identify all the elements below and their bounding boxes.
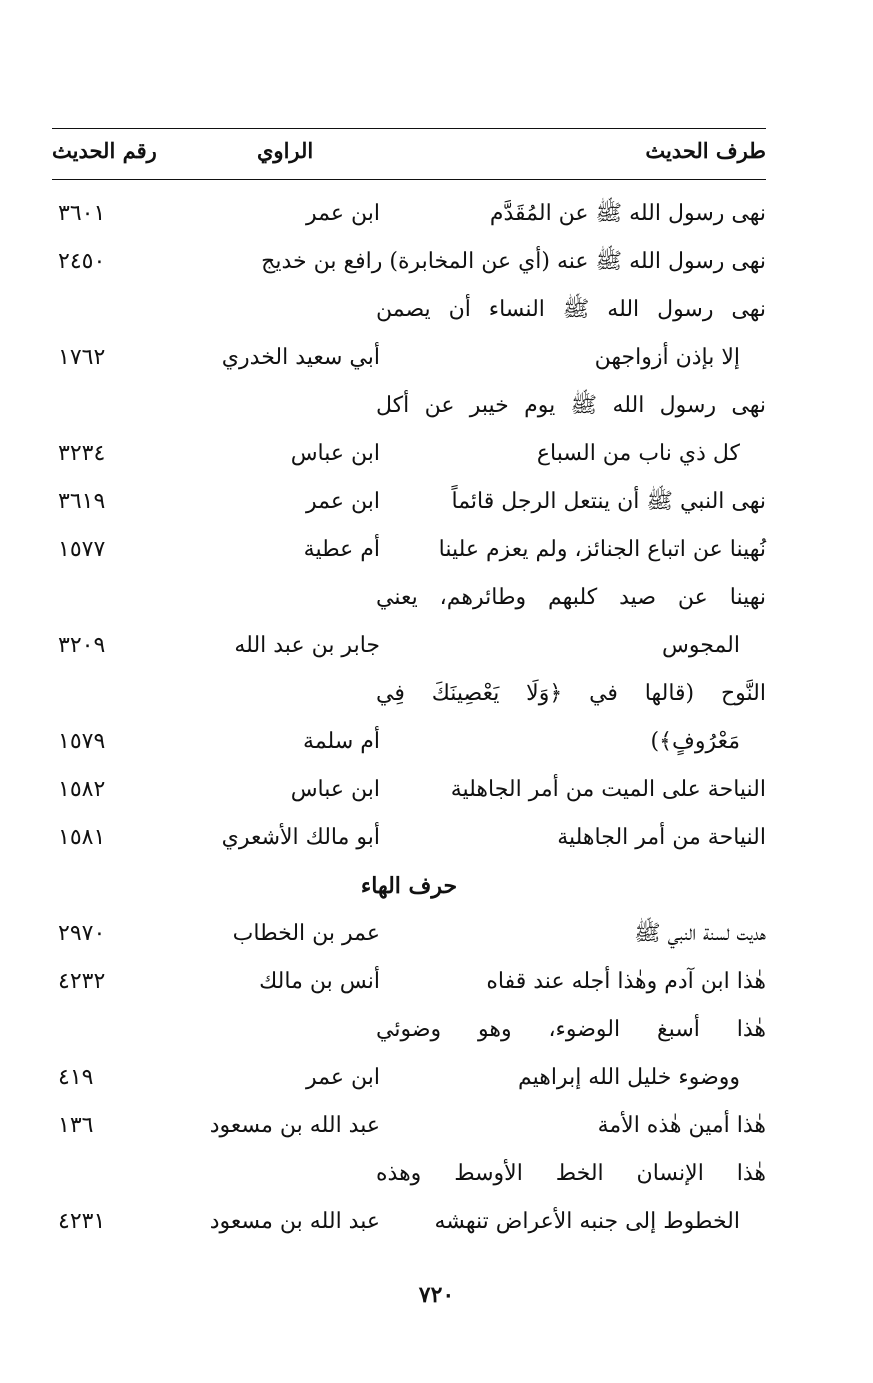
- hadith-text: نهى رسول الله ﷺ يوم خيبر عن أكل: [376, 393, 766, 418]
- hadith-number: ١٥٨٢: [58, 777, 106, 802]
- table-row: [52, 382, 766, 430]
- table-row: [52, 334, 766, 382]
- hadith-text: نُهينا عن اتباع الجنائز، ولم يعزم علينا: [438, 537, 766, 562]
- hadith-text: هٰذا الإنسان الخط الأوسط وهذه: [376, 1161, 766, 1186]
- table-row: [52, 526, 766, 574]
- table-row: [52, 670, 766, 718]
- table-row: [52, 1054, 766, 1102]
- narrator: جابر بن عبد الله: [234, 633, 380, 658]
- table-row: [52, 958, 766, 1006]
- section-heading: [52, 862, 766, 910]
- narrator: أنس بن مالك: [259, 969, 380, 994]
- table-row: [52, 238, 766, 286]
- hadith-text: هٰذا ابن آدم وهٰذا أجله عند قفاه: [486, 969, 766, 994]
- table-row: [52, 766, 766, 814]
- table-row: [52, 1150, 766, 1198]
- narrator: عبد الله بن مسعود: [209, 1113, 380, 1138]
- table-row: [52, 574, 766, 622]
- narrator: ابن عمر: [306, 201, 380, 226]
- hadith-text: كل ذي ناب من السباع: [536, 441, 740, 466]
- section-heading-text: حرف الهاء: [360, 873, 458, 899]
- page-number: ٧٢٠: [418, 1282, 455, 1308]
- narrator: عمر بن الخطاب: [232, 921, 380, 946]
- hadith-text: الخطوط إلى جنبه الأعراض تنهشه: [434, 1209, 740, 1234]
- hadith-text: إلا بإذن أزواجهن: [594, 345, 740, 370]
- hadith-text: نهى النبي ﷺ أن ينتعل الرجل قائماً: [451, 489, 766, 514]
- table-row: [52, 1198, 766, 1246]
- narrator: أبو مالك الأشعري: [221, 825, 380, 850]
- hadith-number: ١٥٧٧: [58, 537, 106, 562]
- hadith-number: ٢٤٥٠: [58, 249, 106, 274]
- hadith-text: النياحة من أمر الجاهلية: [557, 825, 766, 850]
- narrator: ابن عمر: [306, 489, 380, 514]
- hadith-text: هٰذا أمين هٰذه الأمة: [597, 1113, 766, 1138]
- hadith-number: ٣٢٣٤: [58, 441, 106, 466]
- hadith-text: مَعْرُوفٍ﴾): [650, 729, 740, 754]
- hadith-number: ٣٦١٩: [58, 489, 106, 514]
- hadith-text: نهى رسول الله ﷺ عن المُقَدَّم: [489, 201, 766, 226]
- hadith-text: ووضوء خليل الله إبراهيم: [517, 1065, 740, 1090]
- narrator: ابن عباس: [290, 777, 380, 802]
- hadith-number: ٣٢٠٩: [58, 633, 106, 658]
- hadith-number: ٣٦٠١: [58, 201, 106, 226]
- narrator: أبي سعيد الخدري: [221, 345, 380, 370]
- hadith-number: ٢٩٧٠: [58, 921, 106, 946]
- narrator: أم سلمة: [303, 729, 380, 754]
- header-number-label: رقم الحديث: [52, 138, 157, 163]
- table-row: [52, 1102, 766, 1150]
- table-row: [52, 718, 766, 766]
- header-hadith-label: طرف الحديث: [645, 138, 766, 163]
- hadith-number: ٤٢٣٢: [58, 969, 106, 994]
- hadith-text: هٰذا أسبغ الوضوء، وهو وضوئي: [376, 1017, 766, 1042]
- narrator: ابن عمر: [306, 1065, 380, 1090]
- hadith-text: هديت لسنة النبي ﷺ: [634, 921, 766, 946]
- table-row: [52, 622, 766, 670]
- hadith-text: نهينا عن صيد كلبهم وطائرهم، يعني: [376, 585, 766, 610]
- hadith-number: ٤٢٣١: [58, 1209, 106, 1234]
- hadith-number: ١٥٧٩: [58, 729, 106, 754]
- hadith-number: ١٣٦: [58, 1113, 94, 1138]
- table-row: [52, 286, 766, 334]
- hadith-number: ٤١٩: [58, 1065, 94, 1090]
- table-row: [52, 190, 766, 238]
- hadith-text: النياحة على الميت من أمر الجاهلية: [450, 777, 766, 802]
- table-row: [52, 1006, 766, 1054]
- hadith-text: نهى رسول الله ﷺ عنه (أي عن المخابرة) رافع بن خديج: [261, 249, 766, 274]
- hadith-number: ١٥٨١: [58, 825, 106, 850]
- table-row: [52, 814, 766, 862]
- top-rule: [52, 128, 766, 129]
- table-row: [52, 478, 766, 526]
- header-rule: [52, 179, 766, 180]
- narrator: ابن عباس: [290, 441, 380, 466]
- table-row: [52, 430, 766, 478]
- narrator: أم عطية: [303, 537, 380, 562]
- hadith-number: ١٧٦٢: [58, 345, 106, 370]
- table-row: [52, 910, 766, 958]
- header-narrator-label: الراوي: [257, 138, 314, 163]
- table-header: [52, 138, 766, 174]
- hadith-text: المجوس: [662, 633, 740, 658]
- hadith-text: النَّوح (قالها في ﴿وَلَا يَعْصِينَكَ فِي: [376, 681, 766, 706]
- hadith-text: نهى رسول الله ﷺ النساء أن يصمن: [376, 297, 766, 322]
- hadith-index-list: [52, 190, 766, 1246]
- narrator: عبد الله بن مسعود: [209, 1209, 380, 1234]
